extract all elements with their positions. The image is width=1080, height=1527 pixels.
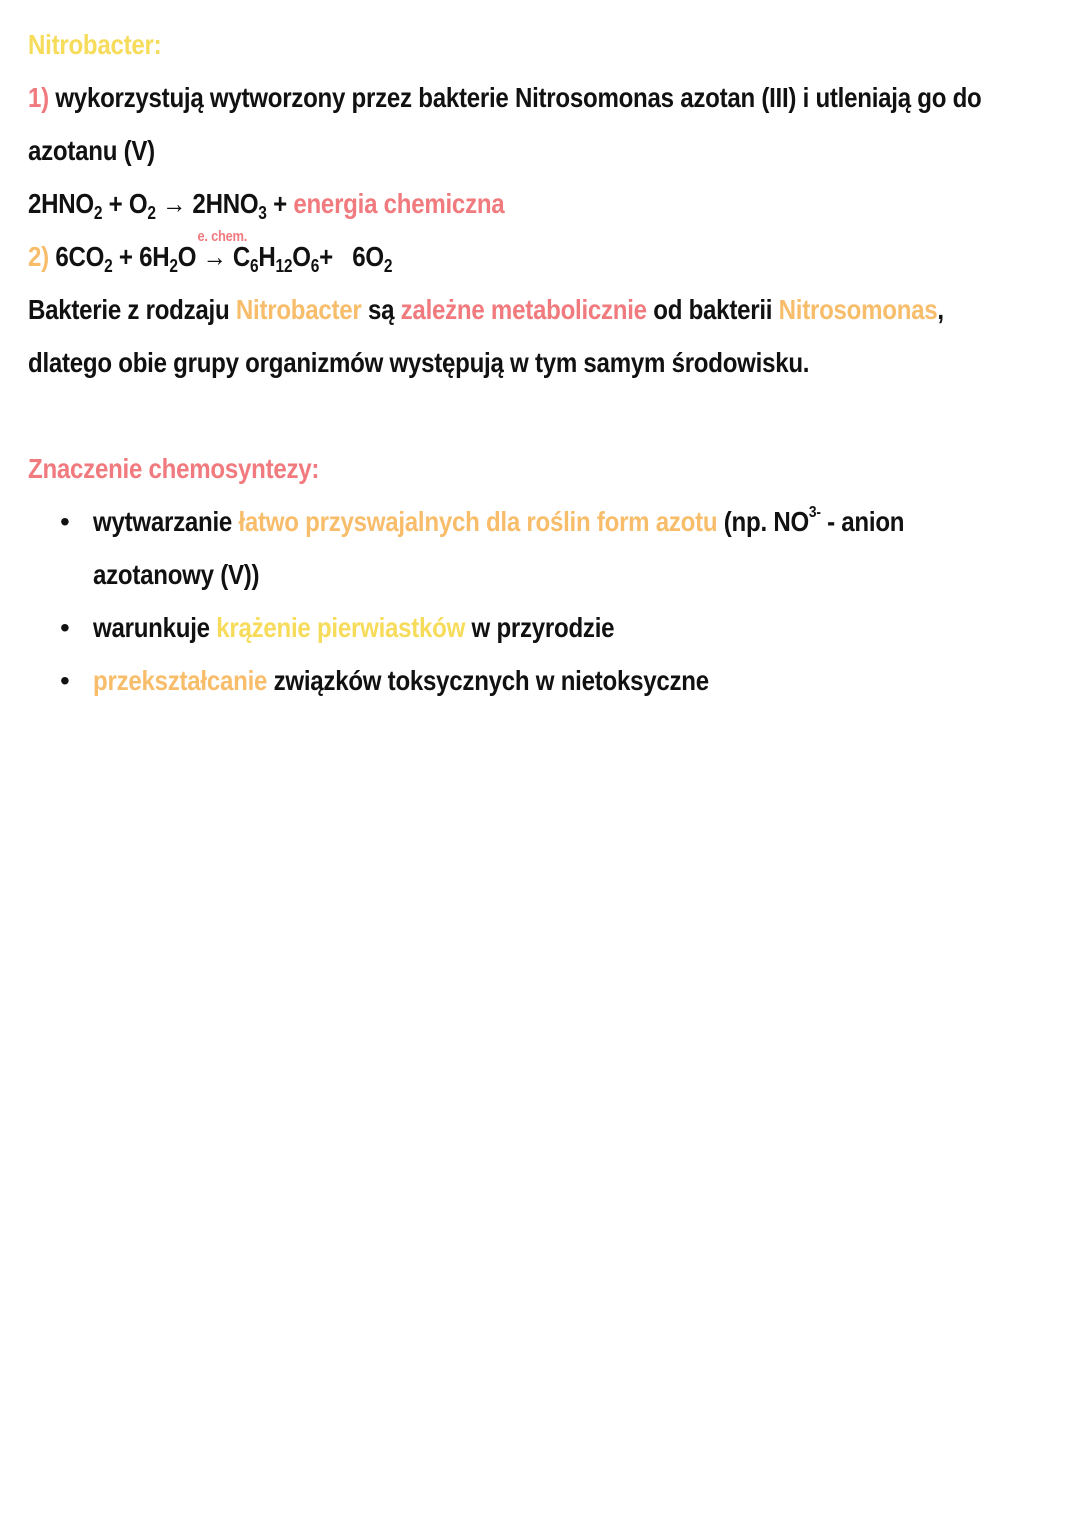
item-highlight: krążenie pierwiastków: [216, 612, 466, 643]
formula-o2: + O: [108, 188, 148, 219]
note-page: [28, 18, 1060, 707]
list-item: [28, 495, 1060, 601]
energy-product: energia chemiczna: [293, 188, 505, 219]
item-continuation: azotanowy (V)): [93, 559, 260, 590]
point-2-number: 2): [28, 241, 49, 272]
summary-text: od bakterii: [653, 294, 773, 325]
formula-hno3: 2HNO: [192, 188, 259, 219]
summary-text: są: [367, 294, 395, 325]
item-text: warunkuje: [93, 612, 210, 643]
plus-sign: +: [273, 188, 287, 219]
item-text: (np. NO: [723, 506, 809, 537]
formula-co2: 6CO: [55, 241, 105, 272]
highlight-nitrosomonas: Nitrosomonas: [778, 294, 938, 325]
subscript: 12: [275, 256, 293, 276]
formula-glucose-c: C: [232, 241, 251, 272]
item-text: wytwarzanie: [93, 506, 233, 537]
list-item: [28, 601, 1060, 654]
subscript: 2: [104, 256, 113, 276]
formula-glucose-o: O: [292, 241, 311, 272]
item-text: - anion: [827, 506, 905, 537]
plus-sign: +: [319, 241, 333, 272]
comma: ,: [937, 294, 944, 325]
bullet-icon: •: [60, 506, 70, 537]
formula-h2o: + 6H: [118, 241, 170, 272]
point-1: [28, 71, 982, 124]
reaction-arrow-icon: →: [162, 188, 186, 219]
summary-line-1: [28, 283, 944, 336]
highlight-metabolic-dependence: zależne metabolicznie: [400, 294, 647, 325]
point-1-text: wykorzystują wytworzony przez bakterie Nitrosomonas azotan (III) i utleniają go do: [55, 82, 982, 113]
reaction-arrow-icon: →: [202, 241, 227, 272]
point-1-number: 1): [28, 82, 49, 113]
item-text: związków toksycznych w nietoksyczne: [273, 665, 709, 696]
point-1-continuation: azotanu (V): [28, 135, 155, 166]
list-item: [28, 654, 1060, 707]
spacer: [28, 389, 1060, 442]
highlight-nitrobacter: Nitrobacter: [235, 294, 362, 325]
subscript: 2: [383, 256, 393, 276]
formula-o2-product: 6O: [352, 241, 384, 272]
formula-glucose-h: H: [258, 241, 276, 272]
item-highlight: przekształcanie: [93, 665, 268, 696]
arrow-label: e. chem.: [197, 228, 248, 245]
superscript: 3-: [808, 504, 821, 521]
subscript: 2: [93, 203, 103, 223]
reaction-arrow-labeled: [197, 228, 248, 283]
formula-h2o-o: O: [177, 241, 197, 272]
summary-text: Bakterie z rodzaju: [28, 294, 230, 325]
subscript: 2: [147, 203, 156, 223]
subscript: 6: [310, 256, 320, 276]
equation-nitrite-oxidation: [28, 177, 916, 230]
heading-chemosynthesis-importance: Znaczenie chemosyntezy:: [28, 453, 320, 484]
subscript: 3: [258, 203, 267, 223]
point-2-equation: [28, 230, 916, 283]
formula-hno2: 2HNO: [28, 188, 94, 219]
bullet-icon: •: [60, 612, 70, 643]
subscript: 2: [169, 256, 178, 276]
item-highlight: łatwo przyswajalnych dla roślin form azotu: [238, 506, 718, 537]
subscript: 6: [250, 256, 259, 276]
bullet-icon: •: [60, 665, 70, 696]
importance-list: [28, 495, 1060, 707]
item-text: w przyrodzie: [471, 612, 615, 643]
heading-nitrobacter: Nitrobacter:: [28, 29, 162, 60]
summary-line-2: dlatego obie grupy organizmów występują w tym samym środowisku.: [28, 347, 810, 378]
